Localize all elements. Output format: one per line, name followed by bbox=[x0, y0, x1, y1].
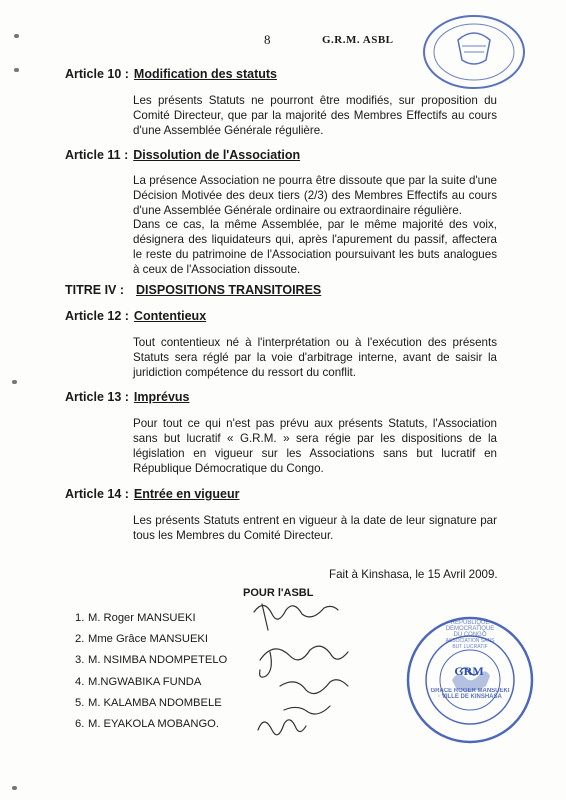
signatory-name: M. NSIMBA NDOMPETELO bbox=[88, 654, 228, 667]
article-label: Article 13 : bbox=[65, 390, 129, 404]
article-12-heading bbox=[65, 309, 206, 323]
handwritten-signatures bbox=[240, 590, 360, 750]
signatory-name: M.NGWABIKA FUNDA bbox=[88, 675, 202, 688]
article-label: Article 14 : bbox=[65, 487, 129, 501]
article-11-text-2: Dans ce cas, la même Assemblée, par le même majorité des voix, désignera des liquidateurs qui, après l'apurement du passif, affectera le reste du patrimoine de l'Association poursuivant les buts analogues à ceux de l'Association dissoute. bbox=[133, 218, 497, 276]
signatory-name: M. Roger MANSUEKI bbox=[88, 612, 196, 624]
titre-iv-heading bbox=[65, 283, 321, 297]
punch-mark bbox=[14, 68, 19, 72]
signatory-item bbox=[75, 693, 227, 714]
stamp-top-text: REPUBLIQUE DEMOCRATIQUE DU CONGO bbox=[445, 620, 495, 638]
article-14-heading bbox=[65, 487, 240, 501]
header-organization: G.R.M. ASBL bbox=[322, 34, 394, 46]
article-title: Dissolution de l'Association bbox=[133, 148, 301, 162]
page-number: 8 bbox=[264, 32, 271, 47]
date-line: Fait à Kinshasa, le 15 Avril 2009. bbox=[329, 568, 498, 581]
article-label: Article 12 : bbox=[65, 309, 129, 323]
stamp-seal-top bbox=[410, 10, 528, 90]
pour-asbl-label: POUR l'ASBL bbox=[243, 587, 314, 599]
article-title: Entrée en vigueur bbox=[133, 487, 240, 501]
signatory-number: 5. bbox=[75, 696, 85, 709]
signatory-item bbox=[75, 608, 227, 629]
article-10-text: Les présents Statuts ne pourront être modifiés, sur proposition du Comité Directeur, que par la majorité des Membres Effectifs au cours d'une Assemblée Générale régulière. bbox=[133, 94, 497, 137]
article-11-text: La présence Association ne pourra être dissoute que par la suite d'une Décision Motivée des deux tiers (2/3) des Membres Effectifs au cours d'une Assemblée Générale ordinaire ou extraordinaire régulière. bbox=[133, 174, 497, 217]
titre-label: TITRE IV : bbox=[65, 283, 125, 297]
signatory-number: 3. bbox=[75, 654, 85, 667]
signatory-name: M. EYAKOLA MOBANGO. bbox=[88, 717, 219, 730]
article-12-text: Tout contentieux né à l'interprétation ou à l'exécution des présents Statuts sera réglé par la voie d'arbitrage interne, avant de saisir la juridiction compétence du ressort du conflit. bbox=[133, 336, 497, 379]
article-11-heading bbox=[65, 148, 300, 162]
signatory-item bbox=[75, 629, 227, 650]
punch-mark bbox=[14, 34, 19, 38]
stamp-bottom-text: GRACE ROGER MANSUEKI · VILLE DE KINSHASA bbox=[430, 688, 510, 700]
article-13-heading bbox=[65, 390, 190, 404]
signatory-name: M. KALAMBA NDOMBELE bbox=[88, 696, 222, 709]
signatory-number: 6. bbox=[75, 717, 85, 730]
signatory-item bbox=[75, 672, 227, 693]
stamp-inner-text: ASSOCIATION SANS BUT LUCRATIF bbox=[445, 638, 495, 650]
signatory-number: 1. bbox=[75, 612, 85, 624]
article-title: Modification des statuts bbox=[133, 67, 277, 81]
article-label: Article 11 : bbox=[65, 148, 129, 162]
signatory-item bbox=[75, 714, 227, 735]
punch-mark bbox=[12, 380, 17, 384]
punch-mark bbox=[12, 786, 17, 790]
signatory-number: 4. bbox=[75, 675, 85, 688]
signatory-list bbox=[75, 608, 227, 735]
stamp-center-text: GRM bbox=[454, 664, 484, 678]
article-13-text: Pour tout ce qui n'est pas prévu aux présents Statuts, l'Association sans but lucratif « G.R.M. » sera régie par les dispositions de la législation en vigueur sur les Associations sans but lucratif en République Démocratique du Congo. bbox=[133, 417, 497, 475]
article-14-text: Les présents Statuts entrent en vigueur à la date de leur signature par tous les Membres du Comité Directeur. bbox=[133, 514, 497, 542]
article-label: Article 10 : bbox=[65, 67, 129, 81]
article-10-heading bbox=[65, 67, 277, 81]
signatory-number: 2. bbox=[75, 633, 85, 646]
article-title: Imprévus bbox=[133, 390, 190, 404]
signatory-name: Mme Grâce MANSUEKI bbox=[88, 633, 208, 646]
article-title: Contentieux bbox=[133, 309, 207, 323]
titre-title: DISPOSITIONS TRANSITOIRES bbox=[136, 283, 322, 297]
signatory-item bbox=[75, 650, 227, 671]
